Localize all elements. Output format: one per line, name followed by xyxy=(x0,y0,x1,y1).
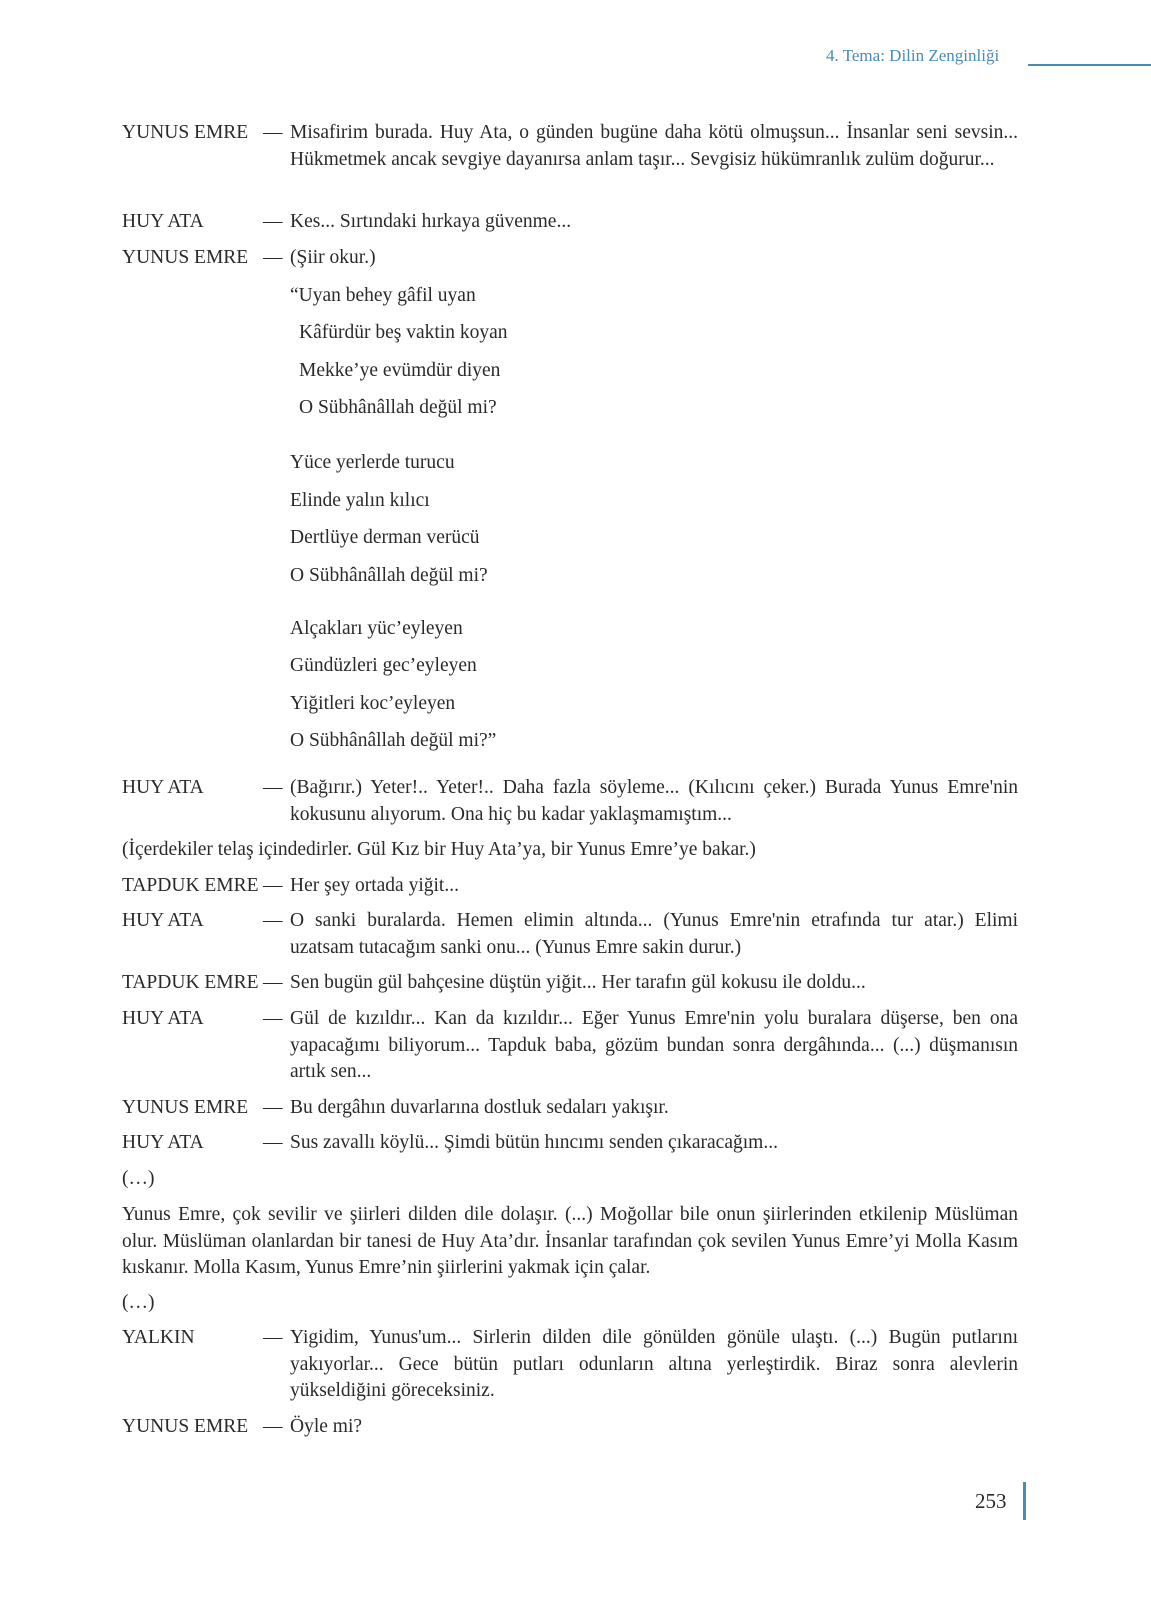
dash: — xyxy=(263,1132,283,1153)
dash: — xyxy=(263,972,283,993)
poem-line: Yiğitleri koc’eyleyen xyxy=(290,693,456,714)
speaker: TAPDUK EMRE xyxy=(122,972,259,993)
dialogue-line xyxy=(122,970,1018,997)
dialogue-line xyxy=(122,1130,1018,1157)
speech: Kes... Sırtındaki hırkaya güvenme... xyxy=(290,211,572,232)
poem-line: Alçakları yüc’eyleyen xyxy=(290,618,463,639)
speech: O sanki buralarda. Hemen elimin altında... (Yunus Emre'nin etrafında tur atar.) Elimi uzatsam tutacağım sanki onu... (Yunus Emre sakin durur.) xyxy=(290,910,1018,958)
dialogue-line xyxy=(122,120,1018,173)
dialogue-line xyxy=(122,209,1018,236)
poem-line: O Sübhânâllah değül mi? xyxy=(290,565,488,586)
speaker: YUNUS EMRE xyxy=(122,1416,249,1437)
speaker: HUY ATA xyxy=(122,777,204,798)
dialogue-line xyxy=(122,775,1018,828)
speaker: YALKIN xyxy=(122,1327,195,1348)
dash: — xyxy=(263,1008,283,1029)
speech: (Bağırır.) Yeter!.. Yeter!.. Daha fazla söyleme... (Kılıcını çeker.) Burada Yunus Emre'nin kokusunu alıyorum. Ona hiç bu kadar yaklaşmamıştım... xyxy=(290,777,1018,825)
dialogue-line xyxy=(122,1325,1018,1405)
dash: — xyxy=(263,211,283,232)
chapter-header: 4. Tema: Dilin Zenginliği xyxy=(826,46,1000,65)
speech: Sus zavallı köylü... Şimdi bütün hıncımı senden çıkaracağım... xyxy=(290,1132,778,1153)
page-number-bar xyxy=(1023,1482,1026,1520)
speech: Misafirim burada. Huy Ata, o günden bugüne daha kötü olmuşsun... İnsanlar seni sevsin... Hükmetmek ancak sevgiye dayanırsa anlam taşır... Sevgisiz hükümranlık zulüm doğurur... xyxy=(290,122,1018,170)
speaker: YUNUS EMRE xyxy=(122,122,249,143)
speech: Yigidim, Yunus'um... Sirlerin dilden dile gönülden gönüle ulaştı. (...) Bugün putlarını yakıyorlar... Gece bütün putları odunların altına yerleştirdik. Biraz sonra alevlerin yükseldiğini göreceksiniz. xyxy=(290,1327,1018,1401)
dialogue-line xyxy=(122,245,1018,272)
speaker: TAPDUK EMRE xyxy=(122,875,259,896)
dialogue-line xyxy=(122,1006,1018,1086)
speech: Sen bugün gül bahçesine düştün yiğit... Her tarafın gül kokusu ile doldu... xyxy=(290,972,866,993)
dash: — xyxy=(263,1327,283,1348)
poem-line: Kâfürdür beş vaktin koyan xyxy=(299,322,508,343)
dash: — xyxy=(263,875,283,896)
poem-line: Yüce yerlerde turucu xyxy=(290,452,455,473)
speech: Her şey ortada yiğit... xyxy=(290,875,459,896)
poem-line: Elinde yalın kılıcı xyxy=(290,490,430,511)
dialogue-line xyxy=(122,908,1018,961)
speaker: HUY ATA xyxy=(122,1008,204,1029)
speaker: HUY ATA xyxy=(122,211,204,232)
dash: — xyxy=(263,1097,283,1118)
speech: (Şiir okur.) xyxy=(290,247,376,268)
speaker: HUY ATA xyxy=(122,910,204,931)
speech: Bu dergâhın duvarlarına dostluk sedaları yakışır. xyxy=(290,1097,669,1118)
dash: — xyxy=(263,122,283,143)
ellipsis: (…) xyxy=(122,1168,155,1189)
poem-line: O Sübhânâllah değül mi? xyxy=(299,397,497,418)
narration-paragraph: Yunus Emre, çok sevilir ve şiirleri dilden dile dolaşır. (...) Moğollar bile onun şiirlerinden etkilenip Müslüman olur. Müslüman olanlardan bir tanesi de Huy Ata’dır. İnsanlar tarafından çok sevilen Yunus Emre’yi Molla Kasım kıskanır. Molla Kasım, Yunus Emre’nin şiirlerini yakmak için çalar. xyxy=(122,1204,1018,1278)
header-rule xyxy=(1028,64,1151,66)
ellipsis: (…) xyxy=(122,1292,155,1313)
poem-line: “Uyan behey gâfil uyan xyxy=(290,285,476,306)
stage-direction: (İçerdekiler telaş içindedirler. Gül Kız bir Huy Ata’ya, bir Yunus Emre’ye bakar.) xyxy=(122,839,756,860)
poem-line: Mekke’ye evümdür diyen xyxy=(299,360,501,381)
dash: — xyxy=(263,1416,283,1437)
speech: Öyle mi? xyxy=(290,1416,363,1437)
speaker: YUNUS EMRE xyxy=(122,247,249,268)
speaker: HUY ATA xyxy=(122,1132,204,1153)
page-number: 253 xyxy=(975,1489,1007,1513)
poem-line: Dertlüye derman verücü xyxy=(290,527,480,548)
dialogue-line xyxy=(122,1414,1018,1441)
speech: Gül de kızıldır... Kan da kızıldır... Eğer Yunus Emre'nin yolu buralara düşerse, ben ona yapacağımı biliyorum... Tapduk baba, gözüm bundan sonra dergâhında... (...) düşmanısın artık sen... xyxy=(290,1008,1018,1082)
poem-line: Gündüzleri gec’eyleyen xyxy=(290,655,477,676)
dialogue-line xyxy=(122,873,1018,900)
dialogue-line xyxy=(122,1095,1018,1122)
dash: — xyxy=(263,247,283,268)
poem-line: O Sübhânâllah değül mi?” xyxy=(290,730,497,751)
speaker: YUNUS EMRE xyxy=(122,1097,249,1118)
dash: — xyxy=(263,910,283,931)
dash: — xyxy=(263,777,283,798)
